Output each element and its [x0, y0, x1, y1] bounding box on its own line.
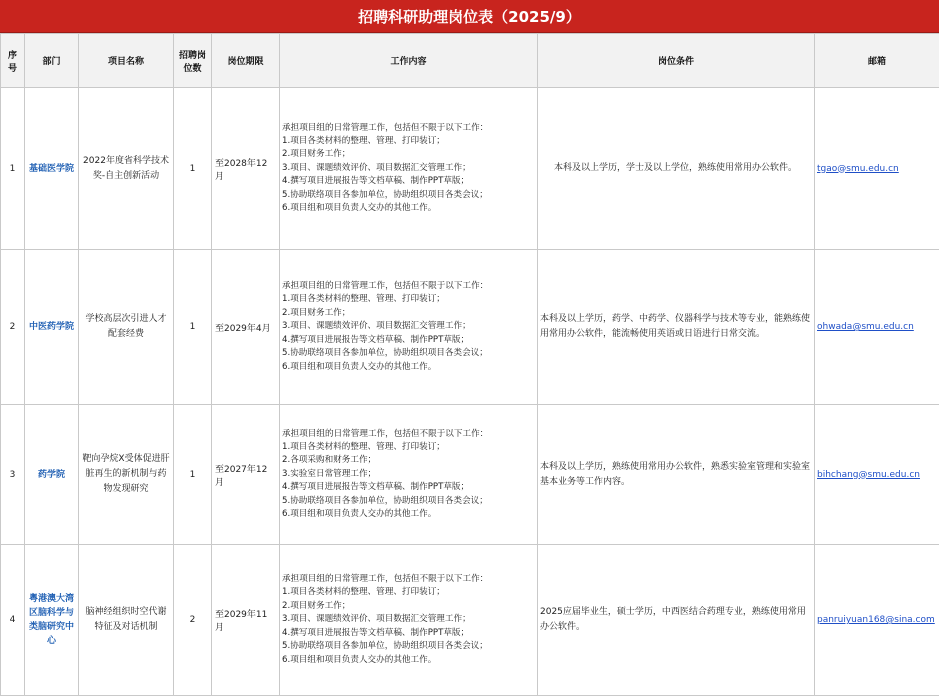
project-line: 2022年度省科学技术: [82, 154, 170, 169]
duty-line: 6.项目组和项目负责人交办的其他工作。: [282, 654, 534, 667]
duty-line: 3.项目、课题绩效评价、项目数据汇交管理工作；: [282, 320, 534, 333]
project-cell: [79, 250, 174, 405]
duty-line: 2.项目财务工作；: [282, 600, 534, 613]
header-positions-line: 位数: [177, 61, 208, 74]
duty-line: 2.项目财务工作；: [282, 307, 534, 320]
duty-line: 承担项目组的日常管理工作，包括但不限于以下工作：: [282, 122, 534, 135]
project-line: 奖-自主创新活动: [82, 169, 170, 184]
conditions-cell: 本科及以上学历，学士及以上学位，熟练使用常用办公软件。: [538, 88, 815, 250]
header-conditions: 岗位条件: [538, 34, 815, 88]
dept-line: 心: [28, 634, 75, 648]
positions-cell: 1: [174, 405, 212, 545]
project-line: 脑神经组织时空代谢: [82, 605, 170, 620]
project-line: 特征及对话机制: [82, 620, 170, 635]
row-no: 1: [1, 88, 25, 250]
duties-cell: [280, 250, 538, 405]
table-row: [1, 405, 939, 545]
duty-line: 1.项目各类材料的整理、管理、打印装订；: [282, 441, 534, 454]
dept-line: 粤港澳大湾: [28, 592, 75, 606]
email-link[interactable]: bihchang@smu.edu.cn: [815, 405, 939, 545]
project-cell: [79, 545, 174, 696]
dept-cell: [25, 250, 79, 405]
email-link[interactable]: panruiyuan168@sina.com: [815, 545, 939, 696]
email-link[interactable]: tgao@smu.edu.cn: [815, 88, 939, 250]
duty-line: 6.项目组和项目负责人交办的其他工作。: [282, 202, 534, 215]
duty-line: 4.撰写项目进展报告等文档草稿、制作PPT草版；: [282, 334, 534, 347]
duty-line: 5.协助联络项目各参加单位，协助组织项目各类会议；: [282, 347, 534, 360]
conditions-cell: 本科及以上学历，熟练使用常用办公软件，熟悉实验室管理和实验室基本业务等工作内容。: [538, 405, 815, 545]
duty-line: 4.撰写项目进展报告等文档草稿、制作PPT草版；: [282, 627, 534, 640]
duty-line: 5.协助联络项目各参加单位，协助组织项目各类会议；: [282, 189, 534, 202]
header-duties: 工作内容: [280, 34, 538, 88]
duty-line: 4.撰写项目进展报告等文档草稿、制作PPT草版；: [282, 175, 534, 188]
term-cell: 至2027年12月: [212, 405, 280, 545]
header-term: 岗位期限: [212, 34, 280, 88]
row-no: 3: [1, 405, 25, 545]
duty-line: 4.撰写项目进展报告等文档草稿、制作PPT草版；: [282, 481, 534, 494]
duty-line: 3.项目、课题绩效评价、项目数据汇交管理工作；: [282, 613, 534, 626]
dept-line: 类脑研究中: [28, 620, 75, 634]
project-cell: [79, 88, 174, 250]
duty-line: 3.实验室日常管理工作；: [282, 468, 534, 481]
duty-line: 1.项目各类材料的整理、管理、打印装订；: [282, 586, 534, 599]
email-link[interactable]: ohwada@smu.edu.cn: [815, 250, 939, 405]
dept-line: 区脑科学与: [28, 606, 75, 620]
duty-line: 承担项目组的日常管理工作，包括但不限于以下工作：: [282, 280, 534, 293]
header-row: [1, 34, 939, 88]
header-no: 序号: [1, 34, 25, 88]
duty-line: 5.协助联络项目各参加单位，协助组织项目各类会议；: [282, 495, 534, 508]
table-row: [1, 88, 939, 250]
conditions-cell: 本科及以上学历，药学、中药学、仪器科学与技术等专业，能熟练使用常用办公软件，能流畅使用英语或日语进行日常交流。: [538, 250, 815, 405]
positions-cell: 1: [174, 250, 212, 405]
project-line: 物发现研究: [82, 482, 170, 497]
duty-line: 2.各项采购和财务工作；: [282, 454, 534, 467]
term-cell: 至2029年11月: [212, 545, 280, 696]
project-cell: [79, 405, 174, 545]
dept-line: 中医药学院: [28, 320, 75, 334]
positions-cell: 2: [174, 545, 212, 696]
duty-line: 5.协助联络项目各参加单位，协助组织项目各类会议；: [282, 640, 534, 653]
term-cell: 至2028年12月: [212, 88, 280, 250]
term-cell: 至2029年4月: [212, 250, 280, 405]
dept-line: 基础医学院: [28, 162, 75, 176]
duty-line: 1.项目各类材料的整理、管理、打印装订；: [282, 135, 534, 148]
duty-line: 承担项目组的日常管理工作，包括但不限于以下工作：: [282, 573, 534, 586]
duty-line: 6.项目组和项目负责人交办的其他工作。: [282, 361, 534, 374]
duty-line: 2.项目财务工作；: [282, 148, 534, 161]
header-dept: 部门: [25, 34, 79, 88]
header-email: 邮箱: [815, 34, 939, 88]
positions-cell: 1: [174, 88, 212, 250]
project-line: 配套经费: [82, 327, 170, 342]
row-no: 4: [1, 545, 25, 696]
conditions-cell: 2025应届毕业生，硕士学历，中西医结合药理专业，熟练使用常用办公软件。: [538, 545, 815, 696]
duty-line: 6.项目组和项目负责人交办的其他工作。: [282, 508, 534, 521]
duty-line: 3.项目、课题绩效评价、项目数据汇交管理工作；: [282, 162, 534, 175]
header-positions-line: 招聘岗: [177, 48, 208, 61]
dept-cell: [25, 88, 79, 250]
table-row: [1, 250, 939, 405]
duties-cell: [280, 88, 538, 250]
project-line: 学校高层次引进人才: [82, 312, 170, 327]
header-positions: [174, 34, 212, 88]
project-line: 脏再生的新机制与药: [82, 467, 170, 482]
dept-line: 药学院: [28, 468, 75, 482]
table-title: 招聘科研助理岗位表（2025/9）: [0, 0, 939, 33]
duties-cell: [280, 405, 538, 545]
dept-cell: [25, 405, 79, 545]
project-line: 靶向孕烷X受体促进肝: [82, 452, 170, 467]
duty-line: 承担项目组的日常管理工作，包括但不限于以下工作：: [282, 428, 534, 441]
row-no: 2: [1, 250, 25, 405]
duty-line: 1.项目各类材料的整理、管理、打印装订；: [282, 293, 534, 306]
positions-table: [0, 33, 939, 696]
header-project: 项目名称: [79, 34, 174, 88]
table-row: [1, 545, 939, 696]
duties-cell: [280, 545, 538, 696]
dept-cell: [25, 545, 79, 696]
